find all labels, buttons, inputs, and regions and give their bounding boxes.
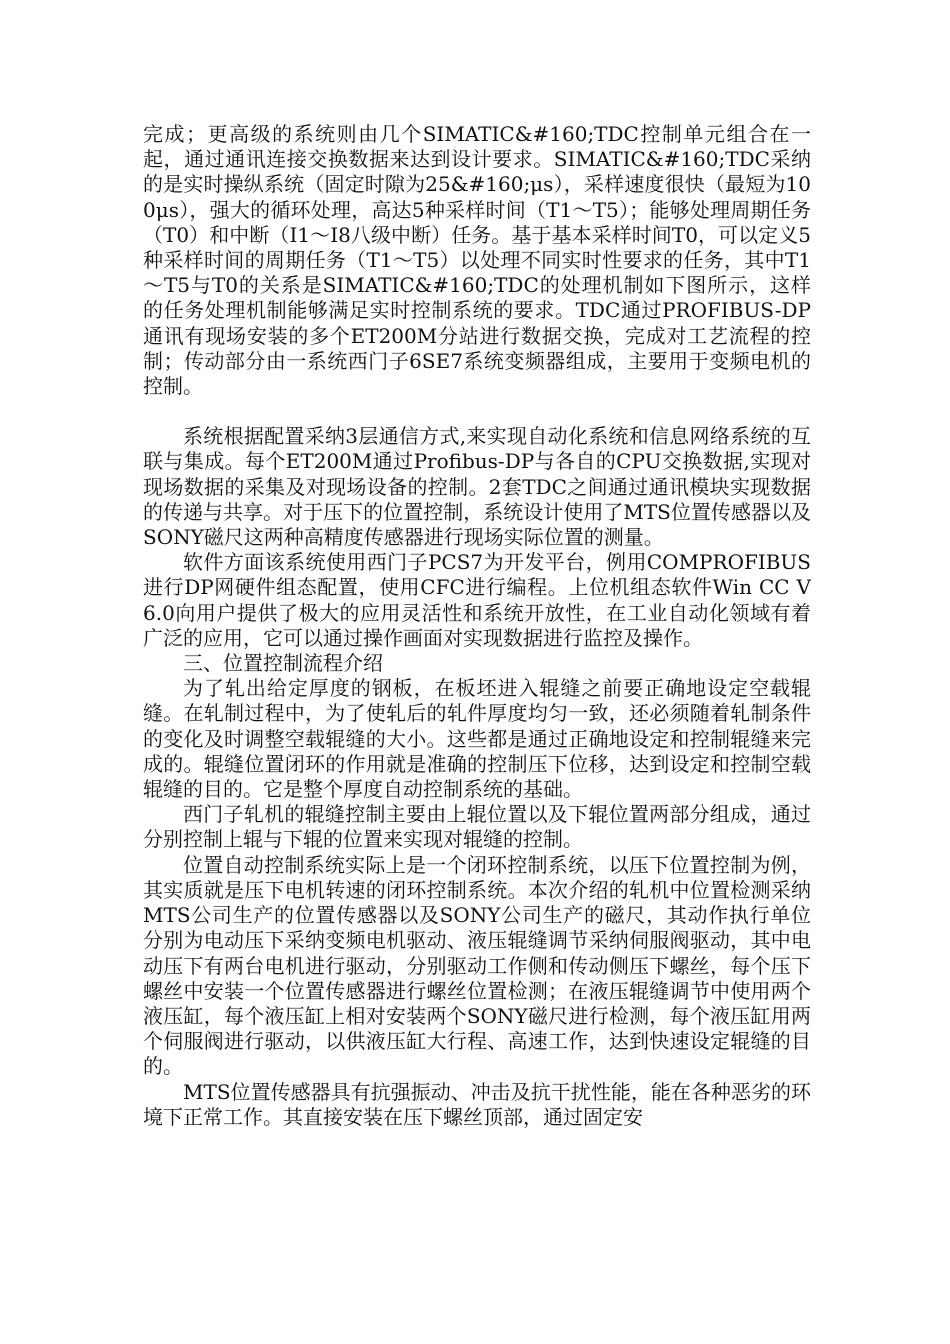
paragraph-mts-sensor: MTS位置传感器具有抗强振动、冲击及抗干扰性能，能在各种恶劣的环境下正常工作。其直接安装在压下螺丝顶部，通过固定安 (143, 1079, 811, 1129)
paragraph-roll-gap: 为了轧出给定厚度的钢板，在板坯进入辊缝之前要正确地设定空载辊缝。在轧制过程中，为了使轧后的轧件厚度均匀一致，还必须随着轧制条件的变化及时调整空载辊缝的大小。这些都是通过正确地设定和控制辊缝来完成的。辊缝位置闭环的作用就是准确的控制压下位移，达到设定和控制空载辊缝的目的。它是整个厚度自动控制系统的基础。 (143, 676, 811, 802)
section-heading: 三、位置控制流程介绍 (183, 651, 383, 676)
paragraph-gap-control: 西门子轧机的辊缝控制主要由上辊位置以及下辊位置两部分组成，通过分别控制上辊与下辊的位置来实现对辊缝的控制。 (143, 802, 811, 852)
document-body (143, 122, 811, 1130)
paragraph-communication: 系统根据配置采纳3层通信方式,来实现自动化系统和信息网络系统的互联与集成。每个ET200M通过Profibus-DP与各自的CPU交换数据,实现对现场数据的采集及对现场设备的控制。2套TDC之间通过通讯模块实现数据的传递与共享。对于压下的位置控制，系统设计使用了MTS位置传感器以及SONY磁尺这两种高精度传感器进行现场实际位置的测量。 (143, 424, 811, 550)
paragraph-tdc-overview: 完成；更高级的系统则由几个SIMATIC&#160;TDC控制单元组合在一起，通过通讯连接交换数据来达到设计要求。SIMATIC&#160;TDC采纳的是实时操纵系统（固定时隙为25&#160;μs），采样速度很快（最短为100μs），强大的循环处理，高达5种采样时间（T1～T5）；能够处理周期任务（T0）和中断（I1～I8八级中断）任务。基于基本采样时间T0，可以定义5种采样时间的周期任务（T1～T5）以处理不同实时性要求的任务，其中T1～T5与T0的关系是SIMATIC&#160;TDC的处理机制如下图所示，这样的任务处理机制能够满足实时控制系统的要求。TDC通过PROFIBUS-DP通讯有现场安装的多个ET200M分站进行数据交换，完成对工艺流程的控制；传动部分由一系统西门子6SE7系统变频器组成，主要用于变频电机的控制。 (143, 122, 811, 399)
paragraph-software: 软件方面该系统使用西门子PCS7为开发平台，例用COMPROFIBUS进行DP网硬件组态配置，使用CFC进行编程。上位机组态软件Win CC V6.0向用户提供了极大的应用灵活性和系统开放性，在工业自动化领域有着广泛的应用，它可以通过操作画面对实现数据进行监控及操作。 (143, 550, 811, 650)
paragraph-position-control: 位置自动控制系统实际上是一个闭环控制系统，以压下位置控制为例，其实质就是压下电机转速的闭环控制系统。本次介绍的轧机中位置检测采纳MTS公司生产的位置传感器以及SONY公司生产的磁尺，其动作执行单位分别为电动压下采纳变频电机驱动、液压辊缝调节采纳伺服阀驱动，其中电动压下有两台电机进行驱动，分别驱动工作侧和传动侧压下螺丝，每个压下螺丝中安装一个位置传感器进行螺丝位置检测；在液压辊缝调节中使用两个液压缸，每个液压缸上相对安装两个SONY磁尺进行检测，每个液压缸用两个伺服阀进行驱动，以供液压缸大行程、高速工作，达到快速设定辊缝的目的。 (143, 852, 811, 1079)
